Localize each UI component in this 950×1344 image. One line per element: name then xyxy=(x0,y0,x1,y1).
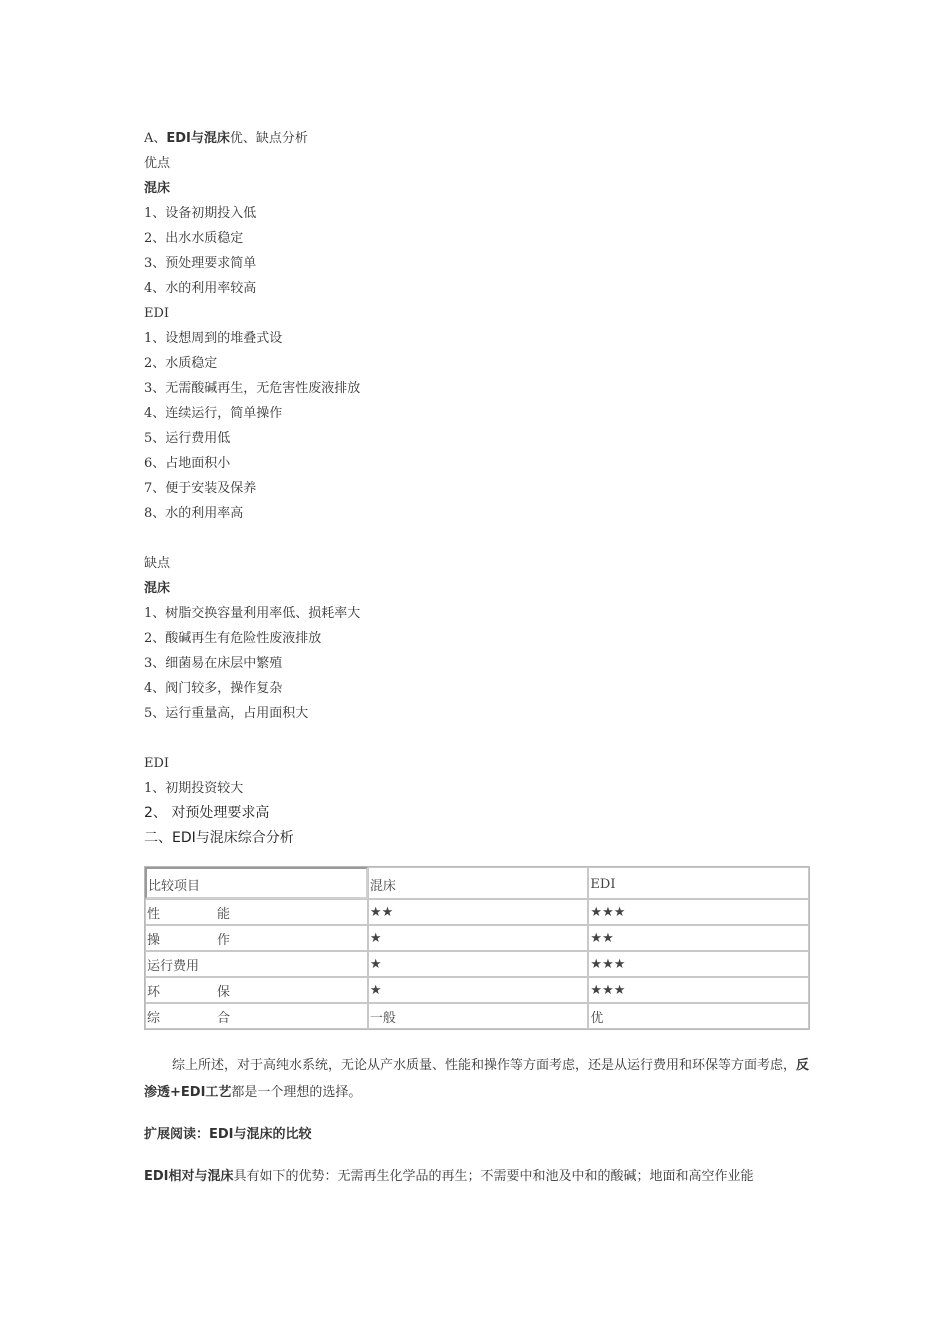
list-item: 7、便于安装及保养 xyxy=(144,481,257,496)
rating-stars: ★★ xyxy=(368,899,589,925)
table-header-cell: EDI xyxy=(588,867,809,899)
section-a-title: A、EDI与混床优、缺点分析 xyxy=(144,131,308,146)
table-row xyxy=(145,951,809,977)
list-item: 4、连续运行，简单操作 xyxy=(144,406,283,421)
list-item: 2、水质稳定 xyxy=(144,356,218,371)
list-item: 6、占地面积小 xyxy=(144,456,231,471)
rating-stars: ★ xyxy=(368,925,589,951)
list-item: 4、水的利用率较高 xyxy=(144,281,257,296)
table-cell: 环 保 xyxy=(145,977,368,1003)
table-header-cell: 比较项目 xyxy=(145,867,368,899)
table-cell: 操 作 xyxy=(145,925,368,951)
rating-stars: ★★ xyxy=(588,925,809,951)
list-item: 2、 对预处理要求高 xyxy=(144,805,270,821)
table-cell: 优 xyxy=(588,1003,809,1029)
list-item: 5、运行费用低 xyxy=(144,431,231,446)
list-item: 8、水的利用率高 xyxy=(144,506,244,521)
table-cell: 性 能 xyxy=(145,899,368,925)
dis-edi-label: EDI xyxy=(144,756,170,771)
table-cell: 一般 xyxy=(368,1003,589,1029)
dis-mixed-bed-label: 混床 xyxy=(144,581,171,596)
list-item: 4、阀门较多，操作复杂 xyxy=(144,681,283,696)
table-row xyxy=(145,925,809,951)
summary-paragraph: 综上所述，对于高纯水系统，无论从产水质量、性能和操作等方面考虑，还是从运行费用和环保等方面考虑，反渗透+EDI工艺都是一个理想的选择。 xyxy=(144,1058,810,1100)
table-cell: 综 合 xyxy=(145,1003,368,1029)
list-item: 2、出水水质稳定 xyxy=(144,231,244,246)
list-item: 1、设想周到的堆叠式设 xyxy=(144,331,283,346)
section-2-title: 二、EDI与混床综合分析 xyxy=(144,830,294,846)
adv-mixed-bed-label: 混床 xyxy=(144,181,171,196)
last-paragraph: EDI相对与混床具有如下的优势：无需再生化学品的再生；不需要中和池及中和的酸碱；地面和高空作业能 xyxy=(144,1169,754,1184)
list-item: 2、酸碱再生有危险性废液排放 xyxy=(144,631,322,646)
advantages-heading: 优点 xyxy=(144,156,171,171)
list-item: 3、无需酸碱再生，无危害性废液排放 xyxy=(144,381,361,396)
table-row xyxy=(145,977,809,1003)
list-item: 3、预处理要求简单 xyxy=(144,256,257,271)
table-row xyxy=(145,899,809,925)
list-item: 1、设备初期投入低 xyxy=(144,206,257,221)
rating-stars: ★★★ xyxy=(588,951,809,977)
document-body xyxy=(144,126,812,1189)
disadvantages-heading: 缺点 xyxy=(144,556,171,571)
extended-reading-title: 扩展阅读：EDI与混床的比较 xyxy=(144,1127,312,1142)
spacer xyxy=(144,526,812,551)
table-header-row xyxy=(145,867,809,899)
table-cell: 运行费用 xyxy=(145,951,368,977)
list-item: 1、树脂交换容量利用率低、损耗率大 xyxy=(144,606,361,621)
spacer xyxy=(144,726,812,751)
table-row xyxy=(145,1003,809,1029)
list-item: 1、初期投资较大 xyxy=(144,781,244,796)
list-item: 5、运行重量高，占用面积大 xyxy=(144,706,309,721)
table-header-cell: 混床 xyxy=(368,867,589,899)
rating-stars: ★★★ xyxy=(588,899,809,925)
rating-stars: ★ xyxy=(368,977,589,1003)
rating-stars: ★ xyxy=(368,951,589,977)
comparison-table xyxy=(144,866,810,1030)
list-item: 3、细菌易在床层中繁殖 xyxy=(144,656,283,671)
adv-edi-label: EDI xyxy=(144,306,170,321)
rating-stars: ★★★ xyxy=(588,977,809,1003)
